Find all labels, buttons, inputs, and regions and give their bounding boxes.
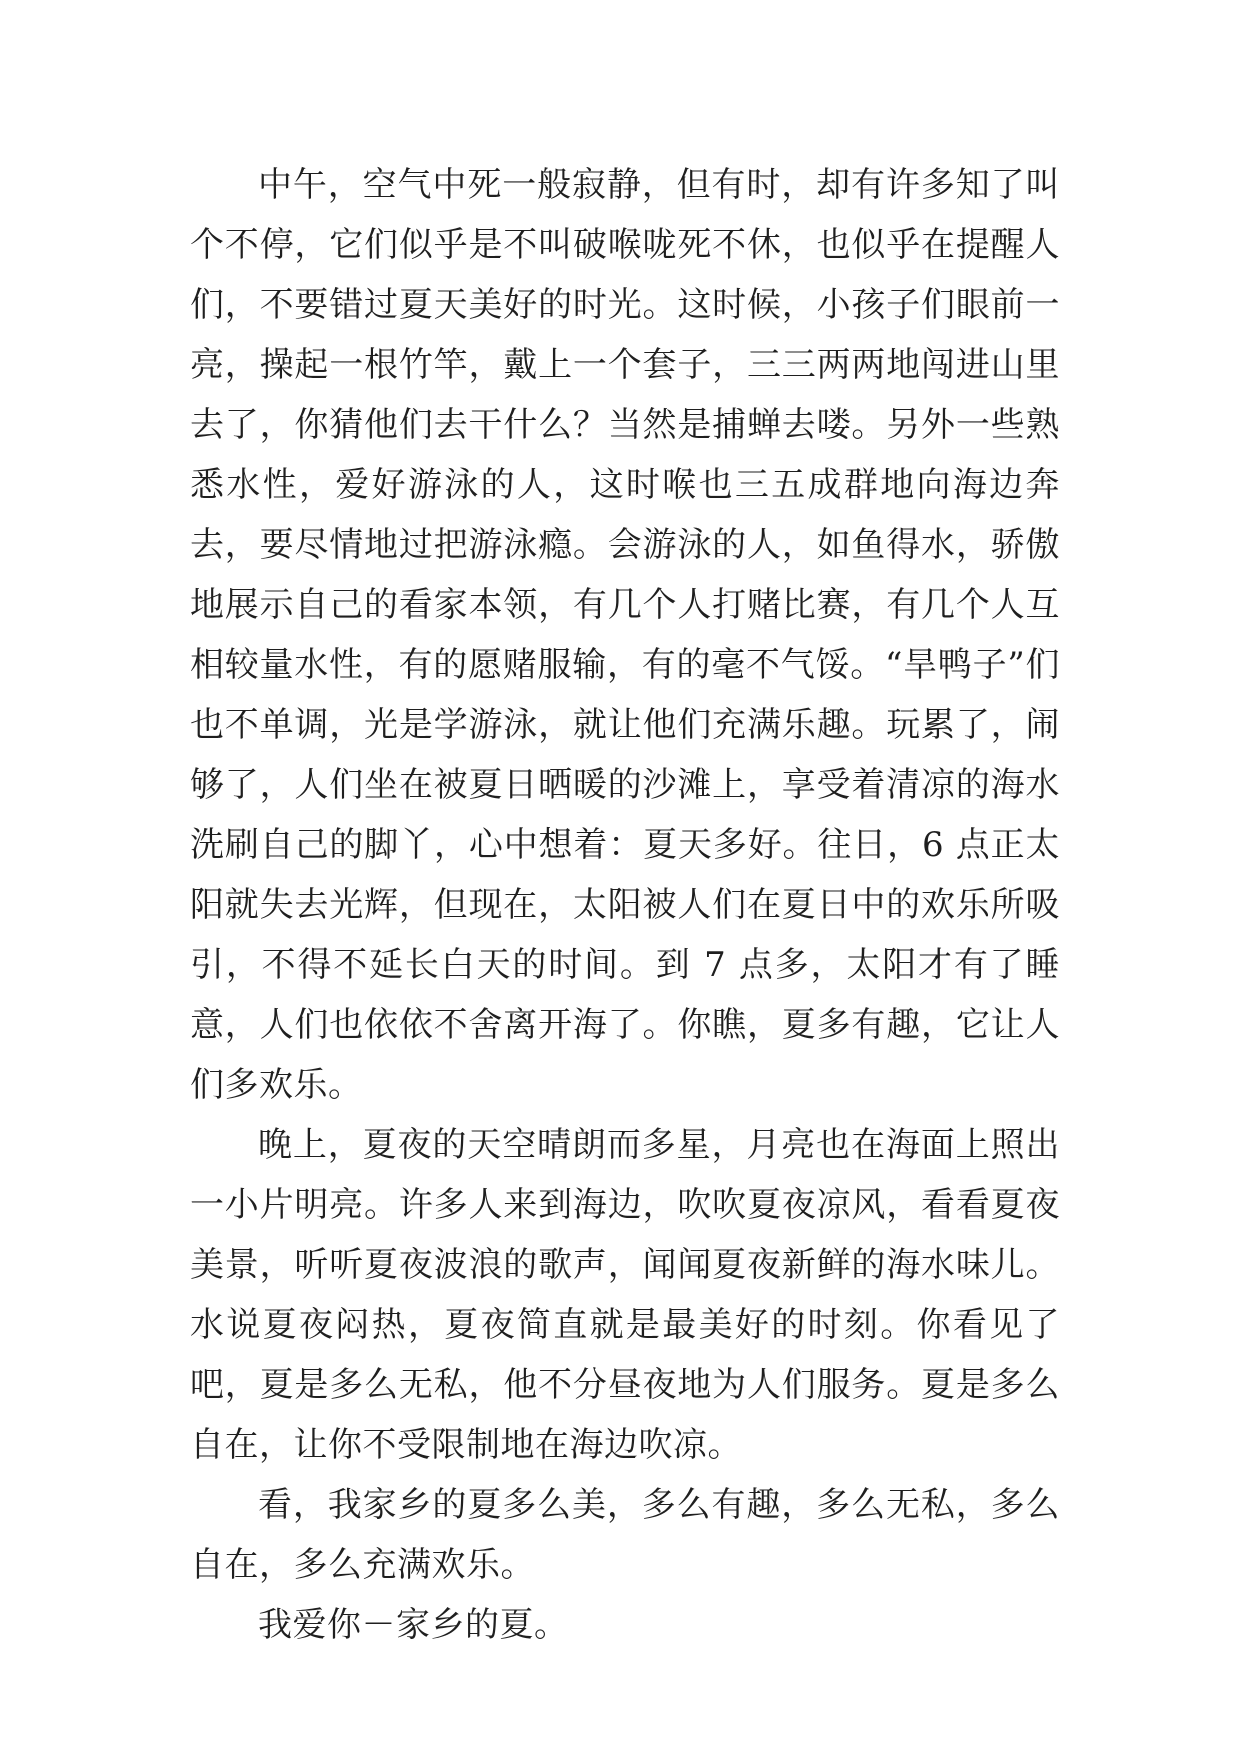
document-body <box>190 155 1060 1655</box>
paragraph-closing: 我爱你－家乡的夏。 <box>258 1605 569 1645</box>
paragraph-evening: 晚上，夏夜的天空晴朗而多星，月亮也在海面上照出一小片明亮。许多人来到海边，吹吹夏夜凉风，看看夏夜美景，听听夏夜波浪的歌声，闻闻夏夜新鲜的海水味儿。水说夏夜闷热，夏夜简直就是最美好的时刻。你看见了吧，夏是多么无私，他不分昼夜地为人们服务。夏是多么自在，让你不受限制地在海边吹凉。 <box>190 1125 1060 1465</box>
paragraph-noon: 中午，空气中死一般寂静，但有时，却有许多知了叫个不停，它们似乎是不叫破喉咙死不休，也似乎在提醒人们，不要错过夏天美好的时光。这时候，小孩子们眼前一亮，操起一根竹竿，戴上一个套子，三三两两地闯进山里去了，你猜他们去干什么？当然是捕蝉去喽。另外一些熟悉水性，爱好游泳的人，这时喉也三五成群地向海边奔去，要尽情地过把游泳瘾。会游泳的人，如鱼得水，骄傲地展示自己的看家本领，有几个人打赌比赛，有几个人互相较量水性，有的愿赌服输，有的毫不气馁。“旱鸭子”们也不单调，光是学游泳，就让他们充满乐趣。玩累了，闹够了，人们坐在被夏日晒暖的沙滩上，享受着清凉的海水洗刷自己的脚丫，心中想着：夏天多好。往日，6 点正太阳就失去光辉，但现在，太阳被人们在夏日中的欢乐所吸引，不得不延长白天的时间。到 7 点多，太阳才有了睡意，人们也依依不舍离开海了。你瞧，夏多有趣，它让人们多欢乐。 <box>190 165 1060 1105</box>
paragraph-summary: 看，我家乡的夏多么美，多么有趣，多么无私，多么自在，多么充满欢乐。 <box>190 1485 1060 1585</box>
